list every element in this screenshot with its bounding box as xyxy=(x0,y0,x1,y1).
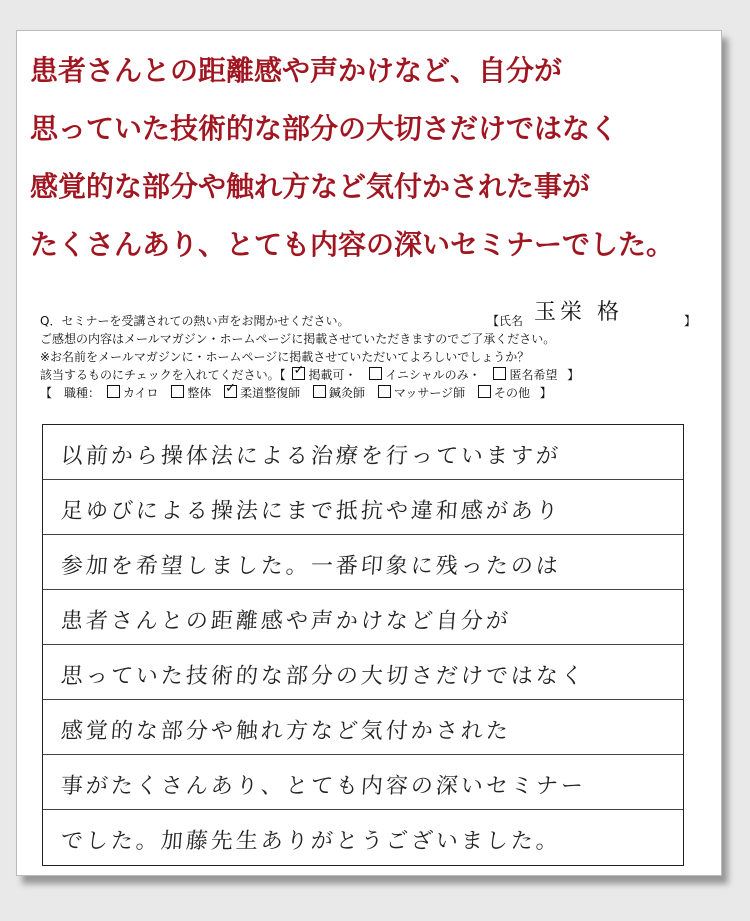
seitai-checkbox[interactable] xyxy=(171,385,184,398)
handwritten-response-box xyxy=(42,424,684,866)
anonymous-checkbox[interactable] xyxy=(493,367,506,380)
publish-prompt: 該当するものにチェックを入れてください。【 xyxy=(40,368,286,382)
bracket: 】 xyxy=(539,386,552,400)
other-checkbox[interactable] xyxy=(478,385,491,398)
initials-only-checkbox[interactable] xyxy=(369,367,382,380)
lined-row xyxy=(43,425,683,480)
bracket: 】 xyxy=(567,368,580,382)
lined-row xyxy=(43,480,683,535)
lined-row xyxy=(43,755,683,810)
judo-therapist-checkbox[interactable] xyxy=(224,385,237,398)
headline-line: 感覚的な部分や触れ方など気付かされた事が xyxy=(30,170,591,203)
lined-row xyxy=(43,535,683,590)
headline-line: 患者さんとの距離感や声かけなど、自分が xyxy=(30,54,563,87)
name-label: 【氏名 xyxy=(487,314,524,328)
acupuncture-label: 鍼灸師 xyxy=(329,386,366,400)
handwritten-line: でした。加藤先生ありがとうございました。 xyxy=(59,829,562,854)
question-row xyxy=(40,300,697,330)
lined-row xyxy=(43,645,683,700)
acupuncture-checkbox[interactable] xyxy=(313,385,326,398)
name-value: 玉栄 格 xyxy=(534,300,623,325)
massage-checkbox[interactable] xyxy=(378,385,391,398)
handwritten-line: 思っていた技術的な部分の大切さだけではなく xyxy=(59,664,587,689)
initials-only-label: イニシャルのみ・ xyxy=(385,368,481,382)
lined-row xyxy=(43,700,683,755)
lined-row xyxy=(43,810,683,864)
headline-line: 思っていた技術的な部分の大切さだけではなく xyxy=(30,112,619,145)
headline xyxy=(30,42,690,274)
seitai-label: 整体 xyxy=(187,386,212,400)
other-label: その他 xyxy=(493,386,530,400)
note-row: ご感想の内容はメールマガジン・ホームページに掲載させていただきますのでご了承ください。 xyxy=(40,332,556,346)
publish-ok-checkbox[interactable] xyxy=(292,367,305,380)
chiro-label: カイロ xyxy=(122,386,159,400)
note-row: ※お名前をメールマガジンに・ホームページに掲載させていただいてよろしいでしょうか？ xyxy=(40,350,530,364)
publish-options-row xyxy=(40,366,690,384)
handwritten-line: 事がたくさんあり、とても内容の深いセミナー xyxy=(59,774,587,799)
name-bracket: 】 xyxy=(684,314,697,328)
anonymous-label: 匿名希望 xyxy=(509,368,558,382)
handwritten-line: 参加を希望しました。一番印象に残ったのは xyxy=(59,554,562,579)
feedback-form xyxy=(40,300,697,402)
occupation-label: 【 職種： xyxy=(40,386,101,400)
occupation-row xyxy=(40,384,690,402)
lined-row xyxy=(43,590,683,645)
chiro-checkbox[interactable] xyxy=(107,385,120,398)
handwritten-line: 足ゆびによる操法にまで抵抗や違和感があり xyxy=(59,499,562,524)
judo-therapist-label: 柔道整復師 xyxy=(240,386,301,400)
handwritten-line: 患者さんとの距離感や声かけなど自分が xyxy=(59,609,512,634)
question-text: Q．セミナーを受講されての熱い声をお聞かせください。 xyxy=(40,314,350,328)
handwritten-line: 感覚的な部分や触れ方など気付かされた xyxy=(59,719,512,744)
massage-label: マッサージ師 xyxy=(393,386,466,400)
handwritten-line: 以前から操体法による治療を行っていますが xyxy=(59,444,562,469)
headline-line: たくさんあり、とても内容の深いセミナーでした。 xyxy=(30,228,675,261)
publish-ok-label: 掲載可・ xyxy=(308,368,357,382)
